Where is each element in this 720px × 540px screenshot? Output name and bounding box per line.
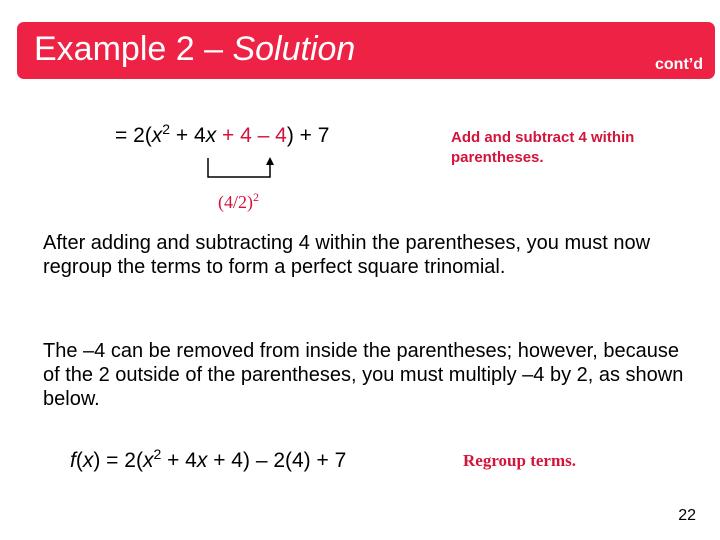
equation-regrouped xyxy=(70,446,347,473)
completing-square-term xyxy=(218,192,259,213)
eq1-part1: = 2( xyxy=(115,124,152,147)
eq2-var-x3: x xyxy=(196,449,208,472)
bracket-arrow-icon xyxy=(205,156,277,190)
title-bar xyxy=(17,22,715,79)
title-main: Example 2 – xyxy=(34,30,233,68)
annot-exponent: 2 xyxy=(253,190,259,204)
note-add-subtract: Add and subtract 4 within parentheses. xyxy=(451,129,635,166)
eq2-mid: ) = 2( xyxy=(93,449,143,472)
eq1-added-terms: + 4 – 4 xyxy=(216,124,287,147)
eq1-part4: ) + 7 xyxy=(286,124,330,147)
slide-title xyxy=(34,30,355,69)
annot-base: (4/2) xyxy=(218,192,253,212)
eq1-exponent: 2 xyxy=(162,121,171,137)
eq2-open: ( xyxy=(75,449,83,472)
page-number: 22 xyxy=(678,507,696,524)
eq1-part2: + 4 xyxy=(170,124,206,147)
paragraph-regroup: After adding and subtracting 4 within the parentheses, you must now regroup the terms to form a perfect square trinomial. xyxy=(43,232,651,278)
eq2-var-x: x xyxy=(82,449,94,472)
eq1-var-x2: x xyxy=(205,124,217,147)
eq2-f: f xyxy=(70,449,76,472)
eq2-var-x2: x xyxy=(142,449,154,472)
eq2-plus: + 4 xyxy=(161,449,197,472)
eq1-var-x: x xyxy=(151,124,163,147)
continued-label: cont’d xyxy=(655,56,703,73)
title-italic: Solution xyxy=(232,30,356,68)
eq2-rest: + 4) – 2(4) + 7 xyxy=(207,449,347,472)
paragraph-remove-minus-four: The –4 can be removed from inside the parentheses; however, because of the 2 outside of the parentheses, you must multiply –4 by 2, as shown below. xyxy=(43,340,684,410)
equation-add-subtract xyxy=(115,121,330,148)
eq2-exponent: 2 xyxy=(153,446,162,462)
note-regroup: Regroup terms. xyxy=(463,451,576,470)
